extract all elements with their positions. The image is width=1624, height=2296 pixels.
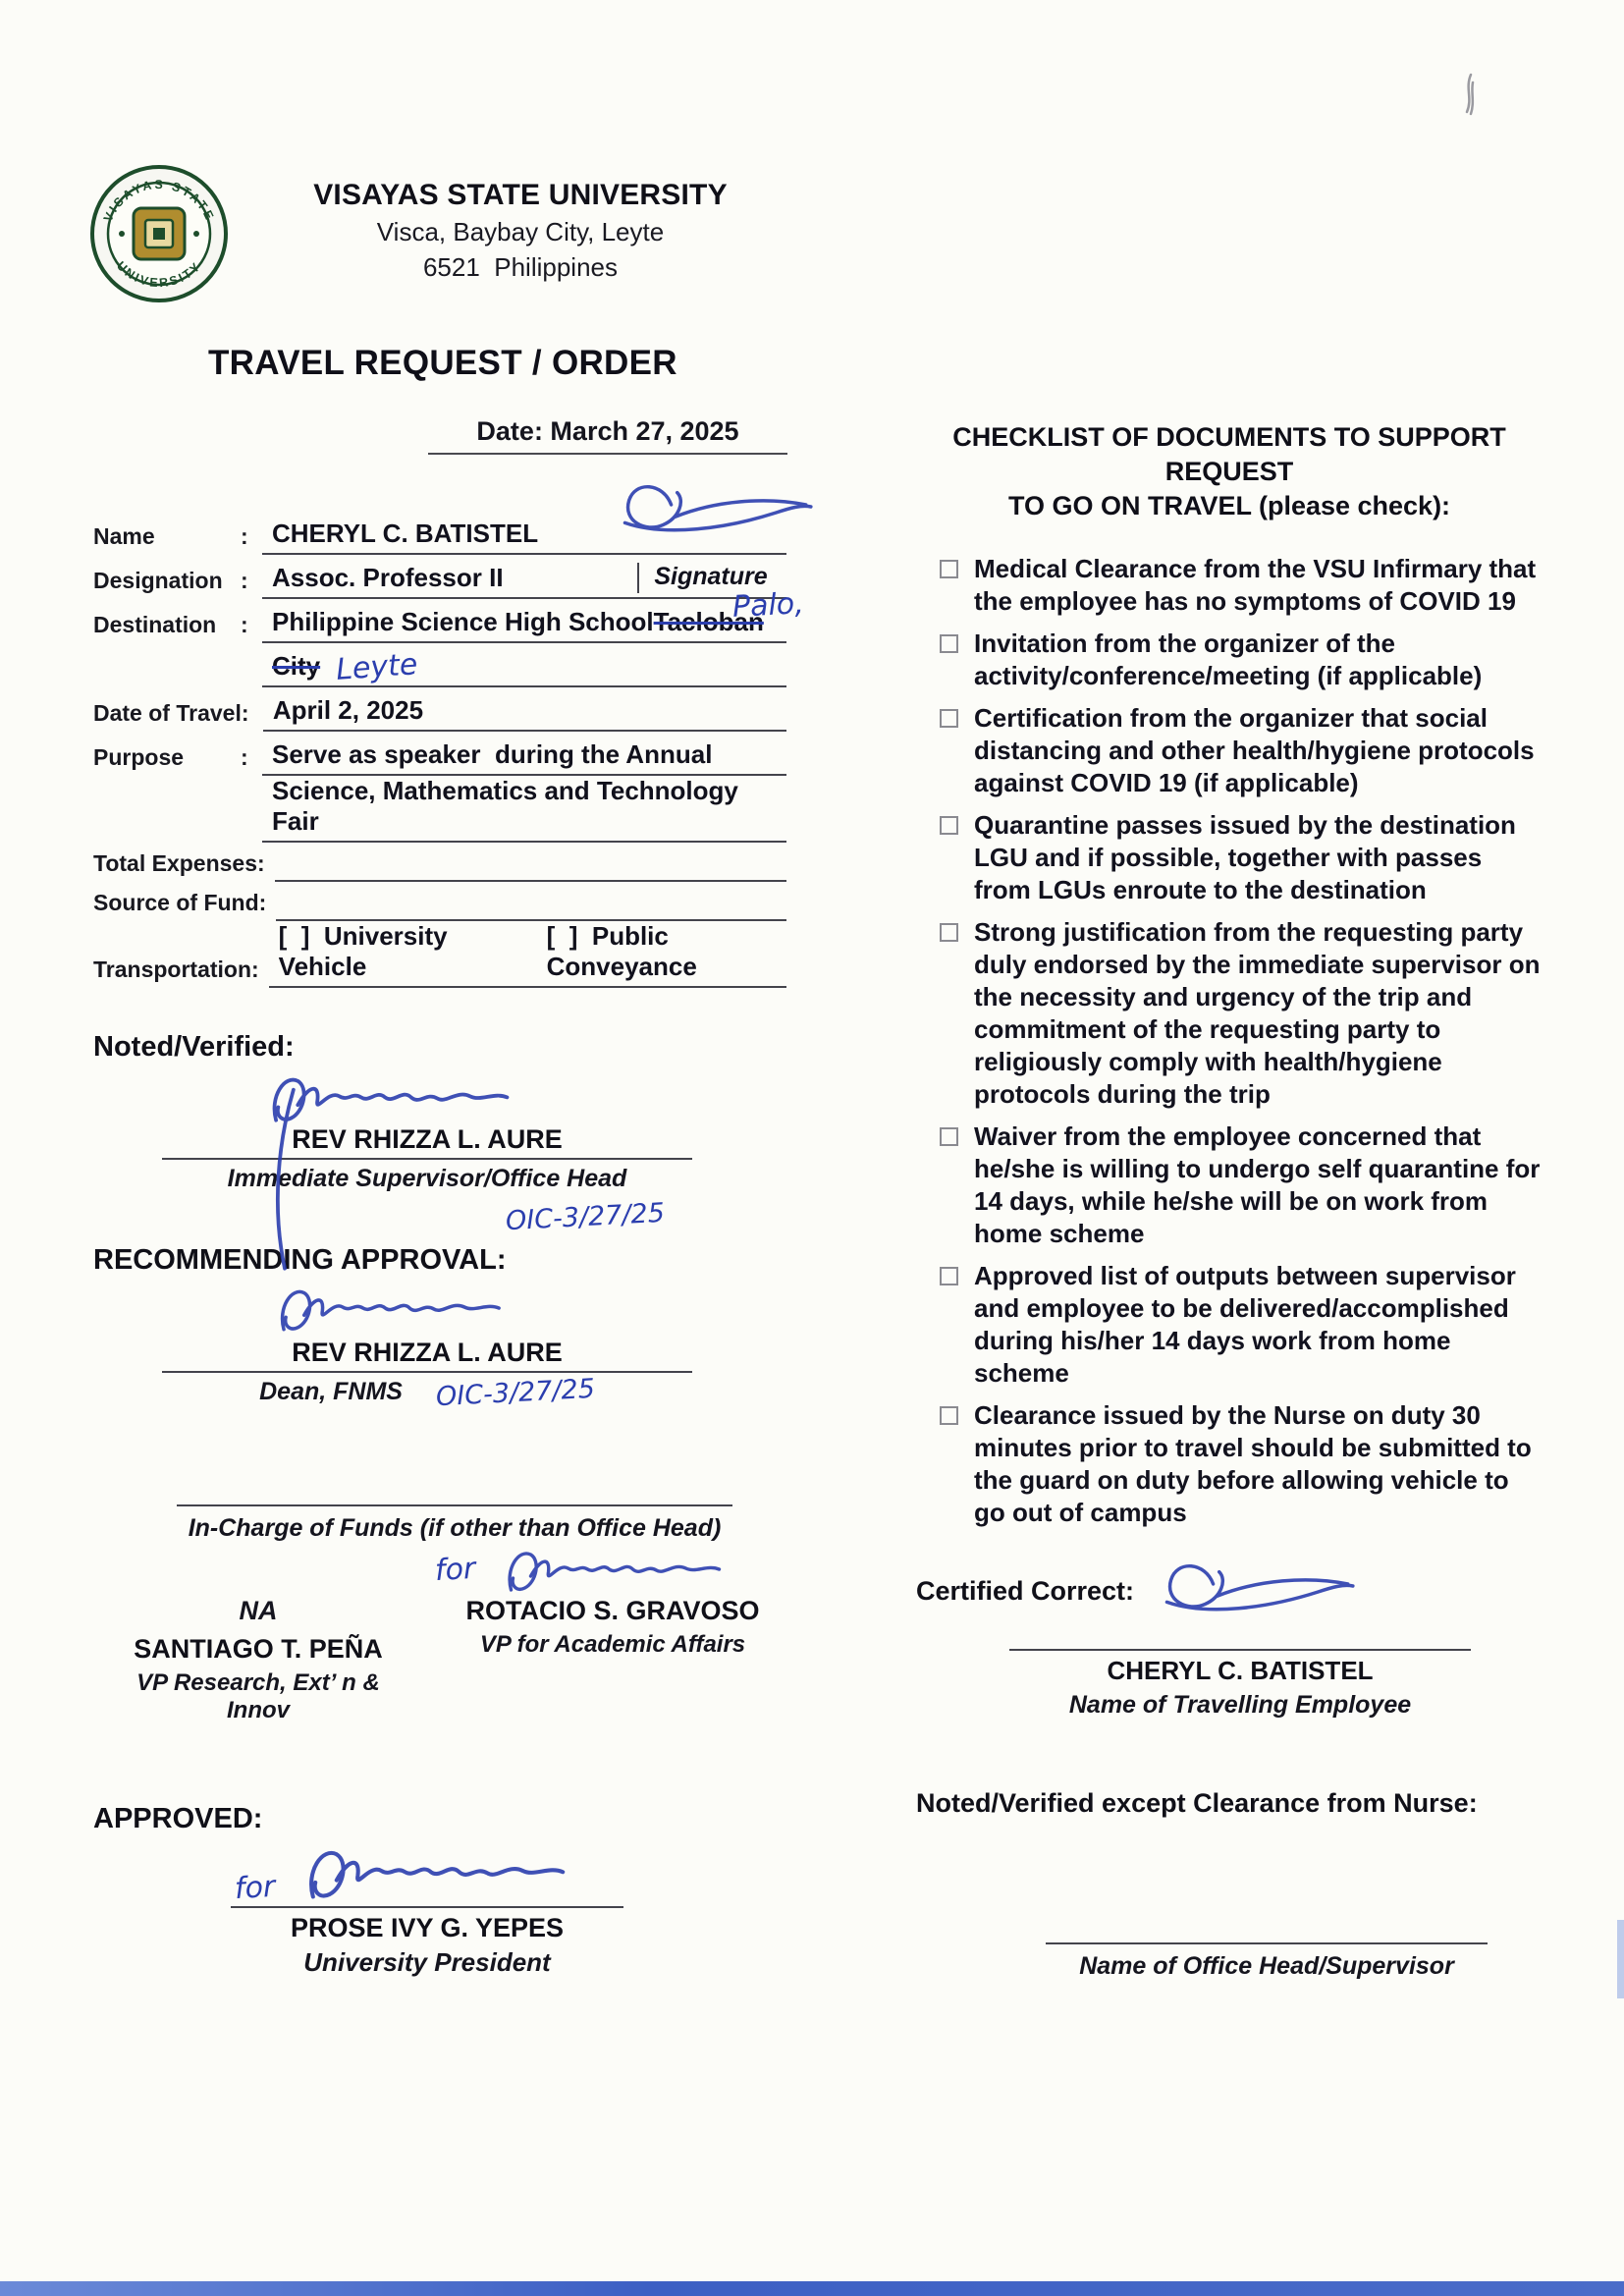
office-head-block [1046, 1942, 1488, 1981]
noted-verified-heading: Noted/Verified: [93, 1031, 295, 1063]
certified-correct-heading: Certified Correct: [916, 1576, 1135, 1606]
spacer-colon [241, 683, 262, 687]
president-signature-block [231, 1845, 623, 1978]
checklist-heading-line2: TO GO ON TRAVEL (please check): [1007, 491, 1451, 520]
purpose-continuation-field [262, 776, 786, 843]
batistel-signature [605, 470, 816, 543]
handwritten-correction-palo: Palo, [731, 586, 805, 625]
checklist-heading [916, 420, 1543, 523]
seal-top-text: VISAYAS STATE [100, 177, 218, 224]
checkbox-icon [940, 634, 958, 653]
purpose-value-line2: Science, Mathematics and Technology Fair [272, 776, 738, 836]
spacer-label [93, 838, 241, 843]
checklist-item-text: Strong justification from the requesting party duly endorsed by the immediate supervisor on the necessity and urgency of the trip and commitment of the requesting party to religiously comply with health/hygiene protocols during the trip [974, 917, 1541, 1109]
aure-signature-2 [260, 1277, 517, 1338]
checklist-item-text: Certification from the organizer that social distancing and other health/hygiene protocols against COVID 19 (if applicable) [974, 703, 1535, 797]
destination-value-field [262, 586, 805, 643]
vp-research-name: SANTIAGO T. PEÑA [134, 1634, 383, 1664]
supervisor-name: REV RHIZZA L. AURE [162, 1124, 692, 1160]
checklist-item [916, 628, 1543, 692]
university-name: VISAYAS STATE UNIVERSITY [313, 179, 728, 211]
purpose-value-line1: Serve as speaker during the Annual [272, 739, 713, 769]
destination-colon: : [241, 612, 248, 637]
handwritten-correction-leyte: Leyte [335, 647, 419, 687]
office-head-caption: Name of Office Head/Supervisor [1079, 1952, 1454, 1980]
checklist-item-text: Medical Clearance from the VSU Infirmary that the employee has no symptoms of COVID 19 [974, 554, 1537, 616]
name-value-field [262, 516, 786, 555]
checkbox-icon [940, 709, 958, 728]
transportation-options-field [269, 921, 786, 988]
designation-value: Assoc. Professor II [272, 563, 504, 592]
checklist-item-text: Approved list of outputs between supervisor and employee to be delivered/accomplished during his/her 14 days work from home scheme [974, 1261, 1516, 1388]
checklist-item [916, 702, 1543, 799]
purpose-label: Purpose [93, 744, 185, 770]
in-charge-signature-line [177, 1504, 732, 1506]
handwritten-for-note-2: for [234, 1869, 277, 1907]
vp-research-block [111, 1596, 406, 1724]
vsu-seal-logo [88, 163, 230, 304]
travelling-employee-name: CHERYL C. BATISTEL [1009, 1649, 1471, 1686]
supervisor-signature-block [162, 1069, 692, 1237]
travelling-employee-block [1009, 1649, 1471, 1720]
total-expenses-label: Total Expenses: [93, 850, 265, 876]
dean-title [162, 1373, 692, 1413]
letterhead [299, 179, 741, 283]
transportation-option-university-vehicle: [ ] University Vehicle [278, 921, 448, 981]
designation-row [93, 555, 786, 599]
checkbox-icon [940, 1406, 958, 1425]
checkbox-icon [940, 1127, 958, 1146]
transportation-row [93, 921, 786, 988]
checkbox-icon [940, 923, 958, 942]
name-row [93, 511, 786, 555]
checklist-items [916, 553, 1543, 1529]
university-address-line1: Visca, Baybay City, Leyte [376, 217, 665, 246]
name-label: Name [93, 523, 155, 549]
handwritten-oic-date-note-2: OIC-3/27/25 [435, 1373, 596, 1413]
scan-edge-artifact-right [1617, 1920, 1624, 1998]
destination-row-2 [93, 643, 786, 687]
date-of-travel-value: April 2, 2025 [272, 695, 424, 725]
date-line: Date: March 27, 2025 [428, 416, 787, 455]
destination-row-1 [93, 586, 805, 643]
vp-research-title: VP Research, Ext’ n & Innov [136, 1669, 380, 1723]
vice-presidents-row [93, 1551, 786, 1724]
purpose-value-field [262, 737, 786, 776]
total-expenses-blank-field [275, 843, 786, 882]
dean-title-text: Dean, FNMS [259, 1378, 403, 1405]
document-title: TRAVEL REQUEST / ORDER [208, 344, 677, 382]
vsu-seal-image [88, 163, 230, 304]
destination-struck-word: Tacloban [653, 607, 764, 636]
checklist-item [916, 553, 1543, 618]
proxy-signature-yepes [288, 1835, 582, 1906]
office-head-signature-line [1046, 1942, 1488, 1944]
checkbox-icon [940, 560, 958, 578]
spacer-colon [241, 838, 262, 843]
in-charge-of-funds-label: In-Charge of Funds (if other than Office Head) [188, 1514, 722, 1542]
travelling-employee-caption: Name of Travelling Employee [1068, 1691, 1412, 1719]
transportation-option-public-conveyance: [ ] Public Conveyance [546, 921, 697, 981]
checklist-item [916, 916, 1543, 1111]
destination-continuation-field [262, 647, 786, 687]
certified-correct-block [916, 1557, 1543, 1641]
source-of-fund-label: Source of Fund: [93, 890, 267, 915]
handwritten-oic-date-note: OIC-3/27/25 [505, 1197, 666, 1237]
destination-struck-word-city: City [272, 651, 321, 681]
president-title: University President [303, 1947, 551, 1977]
name-value: CHERYL C. BATISTEL [272, 519, 539, 548]
destination-label: Destination [93, 612, 217, 637]
request-form-section [93, 511, 805, 1978]
checklist-item [916, 1260, 1543, 1390]
president-name: PROSE IVY G. YEPES [231, 1906, 623, 1943]
checklist-heading-line1: CHECKLIST OF DOCUMENTS TO SUPPORT REQUEST [952, 422, 1506, 486]
destination-value-part1: Philippine Science High School [272, 607, 654, 636]
scan-edge-artifact-bottom [0, 2281, 1624, 2296]
checklist-section [916, 420, 1543, 1981]
date-of-travel-label: Date of Travel [93, 700, 242, 726]
dean-signature-block [162, 1283, 692, 1413]
stray-pen-mark [1451, 69, 1487, 128]
dean-name: REV RHIZZA L. AURE [162, 1338, 692, 1373]
proxy-signature-gravoso [490, 1539, 735, 1598]
checklist-item [916, 1121, 1543, 1250]
total-expenses-row [93, 843, 786, 882]
designation-label: Designation [93, 568, 223, 593]
checkbox-icon [940, 1267, 958, 1285]
checklist-item [916, 1399, 1543, 1529]
seal-bottom-text: UNIVERSITY [113, 258, 205, 291]
purpose-row-1 [93, 732, 786, 776]
checkbox-icon [940, 816, 958, 835]
supervisor-title: Immediate Supervisor/Office Head [227, 1165, 627, 1192]
date-of-travel-row [93, 687, 786, 732]
checklist-item-text: Quarantine passes issued by the destination LGU and if possible, together with passes from LGUs enroute to the destination [974, 810, 1516, 904]
vp-academic-title: VP for Academic Affairs [479, 1631, 746, 1658]
purpose-colon: : [241, 744, 248, 770]
name-colon: : [241, 523, 248, 549]
designation-colon: : [241, 568, 248, 593]
signature-caption: Signature [637, 563, 783, 593]
spacer-label [93, 683, 241, 687]
handwritten-na-note: NA [239, 1596, 278, 1625]
source-of-fund-row [93, 882, 786, 921]
vp-academic-name: ROTACIO S. GRAVOSO [465, 1596, 760, 1625]
handwritten-for-note: for [434, 1551, 477, 1589]
approved-heading: APPROVED: [93, 1803, 263, 1834]
vp-academic-block [434, 1551, 785, 1724]
date-of-travel-colon: : [241, 700, 249, 726]
noted-except-heading: Noted/Verified except Clearance from Nurse: [916, 1788, 1478, 1818]
date-of-travel-value-field [263, 692, 786, 732]
source-of-fund-blank-field [276, 882, 786, 921]
transportation-label: Transportation: [93, 957, 259, 982]
checklist-item-text: Waiver from the employee concerned that he/she is willing to undergo self quarantine for 14 days, while he/she will be on work from home scheme [974, 1121, 1541, 1248]
checklist-item-text: Invitation from the organizer of the activity/conference/meeting (if applicable) [974, 629, 1483, 690]
in-charge-of-funds-block [177, 1504, 732, 1543]
checklist-item [916, 809, 1543, 906]
designation-value-field [262, 560, 786, 599]
university-address-line2: 6521 Philippines [422, 252, 619, 282]
checklist-item-text: Clearance issued by the Nurse on duty 30 minutes prior to travel should be submitted to the guard on duty before allowing vehicle to go out of campus [974, 1400, 1532, 1527]
purpose-row-2 [93, 776, 786, 843]
recommending-approval-heading: RECOMMENDING APPROVAL: [93, 1244, 507, 1276]
